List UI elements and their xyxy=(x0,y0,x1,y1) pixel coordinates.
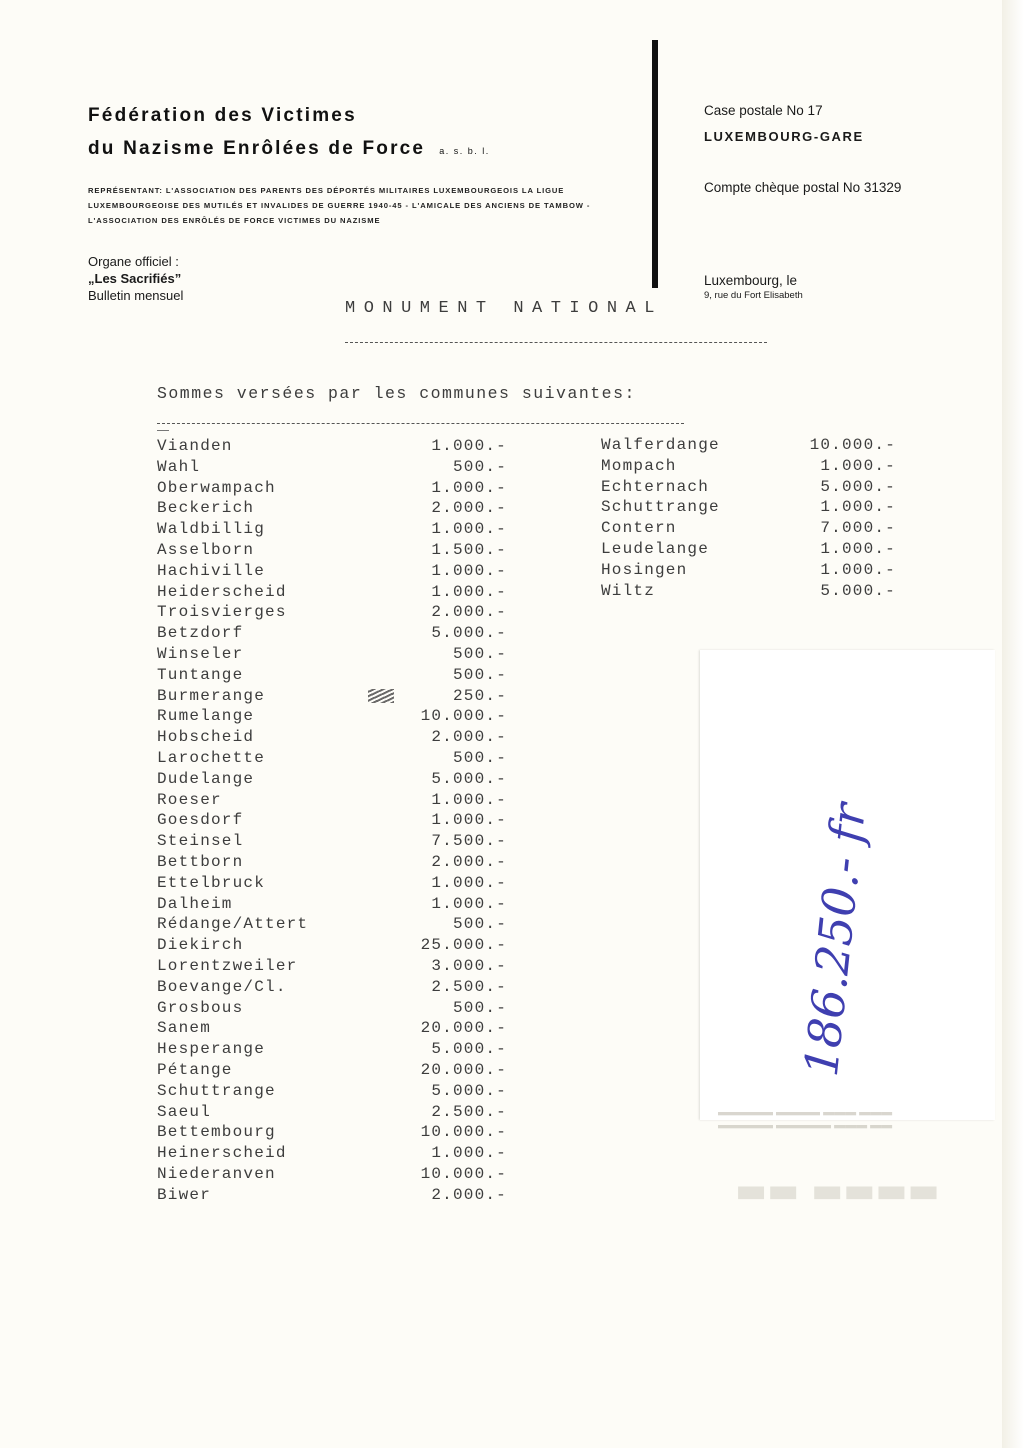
commune-name: Rédange/Attert xyxy=(157,915,309,934)
commune-amount: 1.000.- xyxy=(820,560,896,579)
list-item xyxy=(157,583,517,604)
list-item xyxy=(157,1019,517,1040)
commune-name: Rumelange xyxy=(157,707,255,726)
commune-amount: 1.000.- xyxy=(431,478,507,497)
commune-amount: 1.000.- xyxy=(431,811,507,830)
list-item xyxy=(601,457,901,478)
show-through-text: ▬▬ ▬▬▬ ▬▬▬▬▬ ▬▬▬▬▬ ▬▬▬ ▬▬▬ ▬▬▬▬ ▬▬▬▬▬ xyxy=(718,1109,893,1134)
commune-name: Niederanven xyxy=(157,1164,276,1183)
commune-amount: 5.000.- xyxy=(820,477,896,496)
list-item xyxy=(157,999,517,1020)
commune-name: Grosbous xyxy=(157,998,244,1017)
commune-amount: 2.500.- xyxy=(431,977,507,996)
list-item xyxy=(157,479,517,500)
commune-name: Betzdorf xyxy=(157,624,244,643)
commune-amount: 2.000.- xyxy=(431,499,507,518)
commune-amount: 1.000.- xyxy=(820,456,896,475)
heading-underline xyxy=(345,342,767,343)
list-item xyxy=(157,1082,517,1103)
page-edge xyxy=(1002,0,1024,1448)
commune-name: Diekirch xyxy=(157,936,244,955)
representant-text: REPRÉSENTANT: L'ASSOCIATION DES PARENTS DES DÉPORTÉS MILITAIRES LUXEMBOURGEOIS LA LIGUE LUXEMBOURGEOISE DES MUTILÉS ET INVALIDES DE GUERRE 1940-45 - L'AMICALE DES ANCIENS DE TAMBOW - L'ASSOCIATION DES ENRÔLÉS DE FORCE VICTIMES DU NAZISME xyxy=(88,186,591,225)
commune-amount: 500.- xyxy=(452,457,507,476)
commune-name: Heiderscheid xyxy=(157,582,287,601)
organe-officiel xyxy=(88,253,183,304)
commune-name: Tuntange xyxy=(157,665,244,684)
commune-amount: 1.000.- xyxy=(431,582,507,601)
list-item xyxy=(157,1103,517,1124)
commune-name: Echternach xyxy=(601,477,710,496)
commune-name: Asselborn xyxy=(157,540,255,559)
list-item xyxy=(157,811,517,832)
list-item xyxy=(157,770,517,791)
commune-amount: 1.000.- xyxy=(431,520,507,539)
commune-amount: 1.000.- xyxy=(431,790,507,809)
list-item xyxy=(601,561,901,582)
commune-name: Hosingen xyxy=(601,560,688,579)
commune-amount: 10.000.- xyxy=(420,707,507,726)
commune-amount: 5.000.- xyxy=(431,769,507,788)
commune-amount: 2.000.- xyxy=(431,1185,507,1204)
list-item xyxy=(157,1186,517,1207)
commune-name: Lorentzweiler xyxy=(157,956,298,975)
list-item xyxy=(157,707,517,728)
list-item xyxy=(157,541,517,562)
commune-name: Boevange/Cl. xyxy=(157,977,287,996)
commune-amount: 20.000.- xyxy=(420,1019,507,1038)
document-heading: MONUMENT NATIONAL xyxy=(345,299,663,318)
case-postale: Case postale No 17 xyxy=(704,103,823,118)
organe-title: „Les Sacrifiés” xyxy=(88,271,182,286)
commune-amount: 5.000.- xyxy=(431,1040,507,1059)
list-item xyxy=(157,499,517,520)
commune-name: Beckerich xyxy=(157,499,255,518)
commune-name: Goesdorf xyxy=(157,811,244,830)
list-item xyxy=(157,915,517,936)
communes-list-left xyxy=(157,437,517,1206)
commune-name: Hachiville xyxy=(157,561,266,580)
commune-name: Waldbillig xyxy=(157,520,266,539)
commune-name: Wahl xyxy=(157,457,201,476)
list-item xyxy=(601,498,901,519)
commune-amount: 1.000.- xyxy=(431,894,507,913)
commune-amount: 20.000.- xyxy=(420,1060,507,1079)
list-item xyxy=(157,603,517,624)
org-name-line2-text: du Nazisme Enrôlées de Force xyxy=(88,138,426,159)
list-item xyxy=(157,562,517,583)
commune-name: Winseler xyxy=(157,644,244,663)
commune-name: Sanem xyxy=(157,1019,212,1038)
commune-amount: 500.- xyxy=(452,915,507,934)
commune-name: Hesperange xyxy=(157,1040,266,1059)
street-address: 9, rue du Fort Elisabeth xyxy=(704,290,803,301)
list-item xyxy=(157,957,517,978)
commune-name: Leudelange xyxy=(601,539,710,558)
commune-amount: 1.000.- xyxy=(431,1144,507,1163)
commune-name: Saeul xyxy=(157,1102,212,1121)
commune-name: Larochette xyxy=(157,748,266,767)
commune-name: Dalheim xyxy=(157,894,233,913)
list-item xyxy=(157,1061,517,1082)
commune-amount: 2.000.- xyxy=(431,852,507,871)
asbl-label: a. s. b. l. xyxy=(439,146,490,156)
luxembourg-gare: LUXEMBOURG-GARE xyxy=(704,129,864,144)
list-item xyxy=(157,645,517,666)
list-item xyxy=(157,1123,517,1144)
list-item xyxy=(157,978,517,999)
commune-amount: 1.000.- xyxy=(820,539,896,558)
compte-cheque: Compte chèque postal No 31329 xyxy=(704,180,902,195)
commune-amount: 500.- xyxy=(452,644,507,663)
commune-name: Oberwampach xyxy=(157,478,276,497)
commune-amount: 500.- xyxy=(452,748,507,767)
list-item xyxy=(157,791,517,812)
list-item xyxy=(601,519,901,540)
list-item xyxy=(157,936,517,957)
commune-amount: 10.000.- xyxy=(420,1123,507,1142)
commune-name: Schuttrange xyxy=(157,1081,276,1100)
commune-amount: 500.- xyxy=(452,665,507,684)
commune-amount: 7.000.- xyxy=(820,519,896,538)
commune-amount: 25.000.- xyxy=(420,936,507,955)
commune-amount: 10.000.- xyxy=(420,1164,507,1183)
commune-name: Burmerange xyxy=(157,686,266,705)
commune-amount: 1.000.- xyxy=(431,437,507,455)
list-item xyxy=(157,1040,517,1061)
commune-name: Steinsel xyxy=(157,832,244,851)
commune-name: Wiltz xyxy=(601,581,656,600)
commune-amount: 10.000.- xyxy=(809,436,896,454)
commune-name: Dudelange xyxy=(157,769,255,788)
list-item xyxy=(157,458,517,479)
commune-amount: 1.000.- xyxy=(820,498,896,517)
list-item xyxy=(157,895,517,916)
commune-name: Pétange xyxy=(157,1060,233,1079)
list-item xyxy=(157,666,517,687)
commune-name: Contern xyxy=(601,519,677,538)
commune-amount: 5.000.- xyxy=(431,624,507,643)
commune-name: Biwer xyxy=(157,1185,212,1204)
commune-amount: 1.000.- xyxy=(431,873,507,892)
commune-amount: 7.500.- xyxy=(431,832,507,851)
list-item xyxy=(157,832,517,853)
list-item xyxy=(601,540,901,561)
commune-amount: 2.500.- xyxy=(431,1102,507,1121)
organe-subtitle: Bulletin mensuel xyxy=(88,288,184,303)
letterhead-divider xyxy=(652,40,658,288)
list-item xyxy=(157,1165,517,1186)
list-item xyxy=(157,520,517,541)
list-item xyxy=(157,437,517,458)
list-item xyxy=(157,728,517,749)
commune-name: Schuttrange xyxy=(601,498,720,517)
commune-name: Walferdange xyxy=(601,436,720,454)
typewriter-mark xyxy=(157,430,169,431)
commune-amount: 2.000.- xyxy=(431,603,507,622)
subheading-underline xyxy=(157,423,684,424)
commune-amount: 3.000.- xyxy=(431,956,507,975)
list-item xyxy=(601,478,901,499)
commune-name: Mompach xyxy=(601,456,677,475)
list-item xyxy=(157,1144,517,1165)
org-name-line2 xyxy=(88,138,490,160)
list-item xyxy=(601,582,901,603)
communes-list-right xyxy=(601,436,901,602)
list-item xyxy=(157,624,517,645)
organe-label: Organe officiel : xyxy=(88,254,179,269)
commune-name: Troisvierges xyxy=(157,603,287,622)
commune-amount: 1.000.- xyxy=(431,561,507,580)
commune-amount: 250.- xyxy=(452,686,507,705)
list-item xyxy=(157,874,517,895)
org-name-line1: Fédération des Victimes xyxy=(88,105,357,126)
commune-name: Hobscheid xyxy=(157,728,255,747)
commune-name: Bettembourg xyxy=(157,1123,276,1142)
list-item xyxy=(157,687,517,708)
commune-amount: 2.000.- xyxy=(431,728,507,747)
commune-name: Bettborn xyxy=(157,852,244,871)
commune-amount: 1.500.- xyxy=(431,540,507,559)
commune-name: Vianden xyxy=(157,437,233,455)
document-subheading: Sommes versées par les communes suivantes: xyxy=(157,384,636,403)
place-date-line: Luxembourg, le xyxy=(704,273,798,288)
show-through-mark: ▬▬▬▬ ▬▬ xyxy=(735,1175,940,1215)
commune-name: Heinerscheid xyxy=(157,1144,287,1163)
commune-amount: 500.- xyxy=(452,998,507,1017)
commune-amount: 5.000.- xyxy=(820,581,896,600)
list-item xyxy=(601,436,901,457)
list-item xyxy=(157,853,517,874)
handwritten-total: 186.250.- fr xyxy=(793,800,877,1080)
list-item xyxy=(157,749,517,770)
commune-name: Roeser xyxy=(157,790,222,809)
commune-amount: 5.000.- xyxy=(431,1081,507,1100)
struck-out-amount xyxy=(368,689,394,703)
commune-name: Ettelbruck xyxy=(157,873,266,892)
